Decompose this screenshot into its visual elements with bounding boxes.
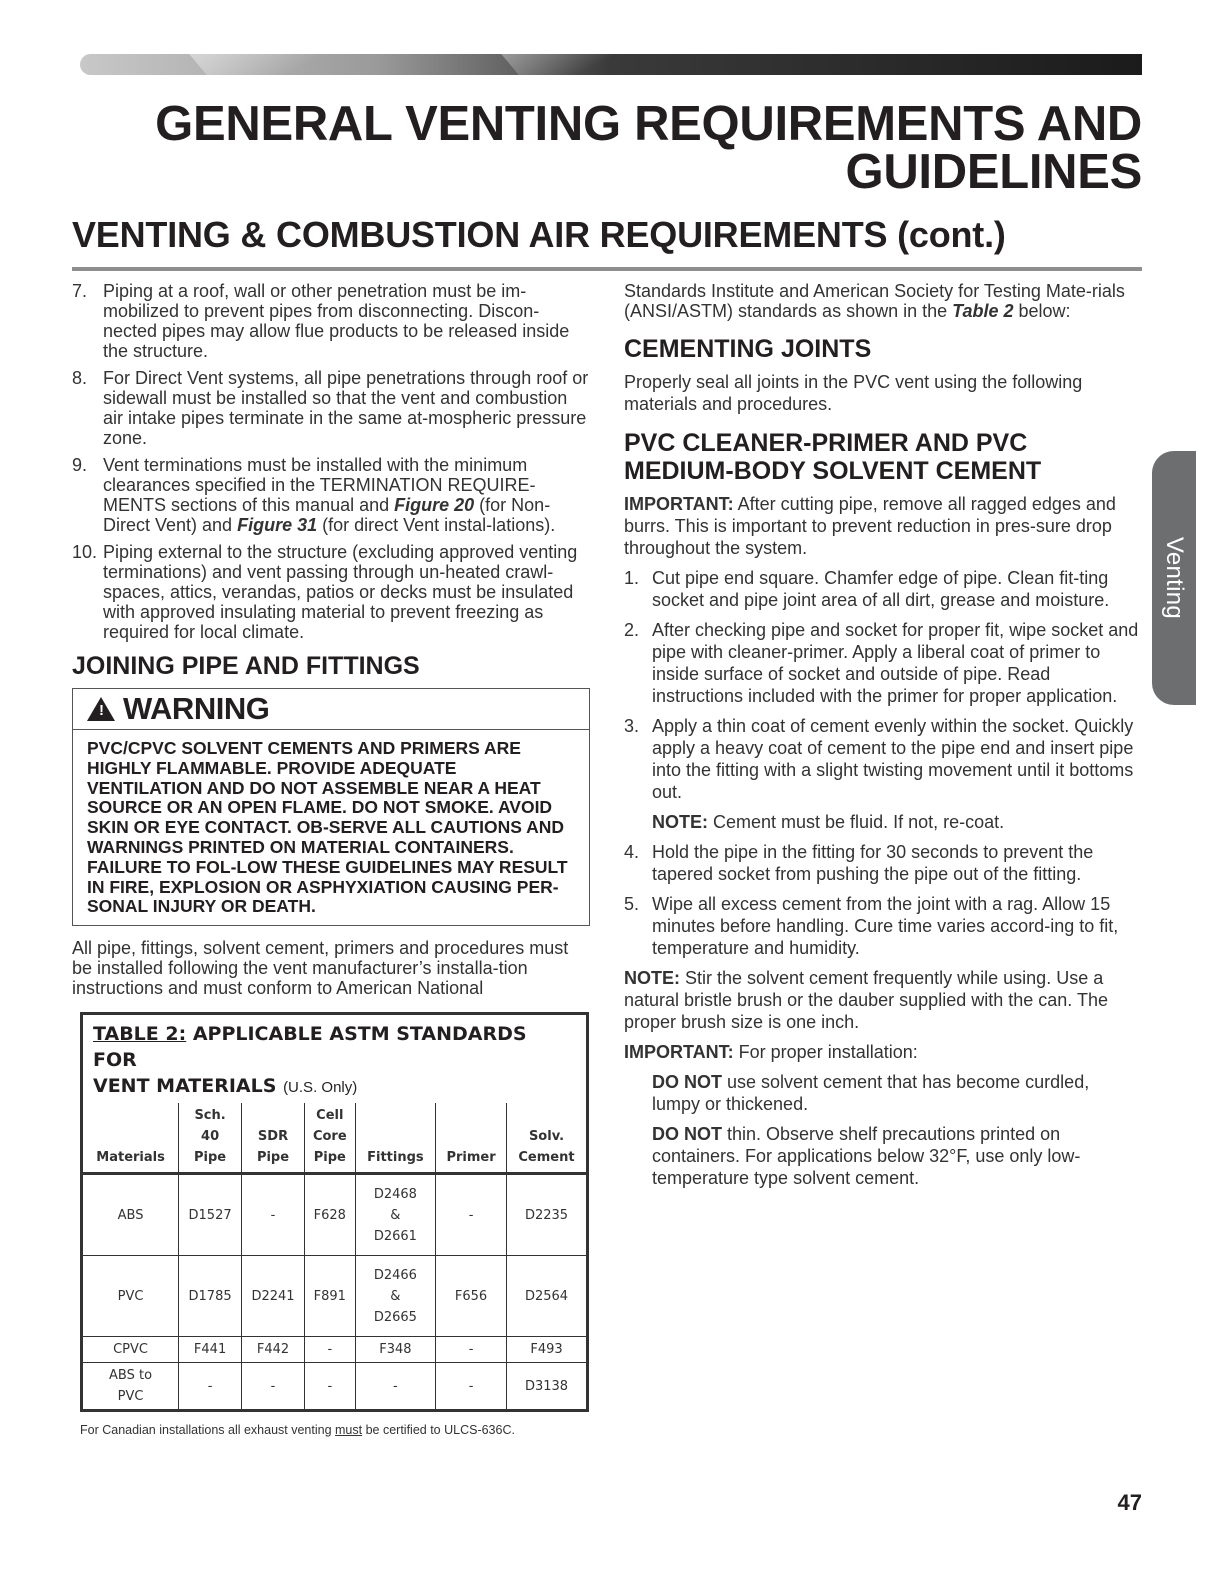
important-installation: IMPORTANT: For proper installation:: [624, 1042, 918, 1062]
requirements-list: [72, 281, 590, 642]
table-row: [83, 1174, 586, 1256]
table-cell: -: [355, 1363, 436, 1410]
cementing-text: Properly seal all joints in the PVC vent using the following materials and procedures.: [624, 372, 1083, 414]
figure-reference: Figure 20: [394, 495, 475, 515]
table-cell: F442: [242, 1337, 305, 1363]
cementing-steps-continued: [624, 841, 1140, 959]
table-cell: -: [436, 1363, 507, 1410]
section-subtitle: VENTING & COMBUSTION AIR REQUIREMENTS (cont.): [72, 214, 1006, 255]
table-cell: D2466 & D2665: [355, 1256, 436, 1337]
list-item: 9. Vent terminations must be installed with the minimum clearances specified in the TERMINATION REQUIRE-MENTS sections of this manual and Figure 20 (for Non-Direct Vent) and Figure 31 (for direct Vent instal-lations).: [72, 455, 556, 535]
table-footnote: For Canadian installations all exhaust venting must be certified to ULCS-636C.: [80, 1423, 515, 1438]
warning-header: ! WARNING: [73, 689, 589, 730]
do-not-note: DO NOT thin. Observe shelf precautions printed on containers. For applications below 32°F, use only low-temperature type solvent cement.: [652, 1124, 1081, 1188]
table-column-header: Sch. 40 Pipe: [179, 1103, 242, 1174]
list-item: 10. Piping external to the structure (excluding approved venting terminations) and vent passing through un-heated crawl-spaces, attics, verandas, patios or decks must be insulated with approved insulating material to prevent freezing as required for local climate.: [72, 542, 578, 642]
header-decorative-bar: [80, 54, 1142, 75]
table-cell: D3138: [507, 1363, 587, 1410]
warning-box: [72, 688, 590, 926]
table-column-header: Primer: [436, 1103, 507, 1174]
warning-triangle-icon: !: [87, 697, 115, 721]
table-row: [83, 1256, 586, 1337]
warning-text: PVC/CPVC SOLVENT CEMENTS AND PRIMERS ARE HIGHLY FLAMMABLE. PROVIDE ADEQUATE VENTILATION AND DO NOT ASSEMBLE NEAR A HEAT SOURCE OR AN OPEN FLAME. DO NOT SMOKE. AVOID SKIN OR EYE CONTACT. OB-SERVE ALL CAUTIONS AND WARNINGS PRINTED ON MATERIAL CONTAINERS. FAILURE TO FOL-LOW THESE GUIDELINES MAY RESULT IN FIRE, EXPLOSION OR ASPHYXIATION CAUSING PER-SONAL INJURY OR DEATH.: [87, 738, 568, 917]
page-number: 47: [1117, 1490, 1142, 1515]
list-item: 1. Cut pipe end square. Chamfer edge of pipe. Clean fit-ting socket and pipe joint area of all dirt, grease and moisture.: [624, 568, 1110, 610]
list-item: 3. Apply a thin coat of cement evenly within the socket. Quickly apply a heavy coat of cement to the pipe end and insert pipe into the fitting with a slight twisting movement until it bottoms out.: [624, 716, 1134, 802]
astm-standards-table: [80, 1012, 589, 1412]
table-cell: F891: [304, 1256, 355, 1337]
table-cell: -: [436, 1337, 507, 1363]
table-cell: -: [304, 1363, 355, 1410]
figure-reference: Figure 31: [237, 515, 318, 535]
list-item: 4. Hold the pipe in the fitting for 30 seconds to prevent the tapered socket from pushing the pipe out of the fitting.: [624, 842, 1094, 884]
table-cell: -: [436, 1174, 507, 1256]
table-cell: D2241: [242, 1256, 305, 1337]
table-column-header: Fittings: [355, 1103, 436, 1174]
table-cell: D2235: [507, 1174, 587, 1256]
table-cell: F656: [436, 1256, 507, 1337]
table-cell: F348: [355, 1337, 436, 1363]
step-note: NOTE: Cement must be fluid. If not, re-coat.: [652, 812, 1005, 832]
joining-heading: JOINING PIPE AND FITTINGS: [72, 652, 420, 680]
intro-continuation: Standards Institute and American Society for Testing Mate-rials (ANSI/ASTM) standards as shown in the Table 2 below:: [624, 281, 1125, 321]
table-cell: PVC: [83, 1256, 179, 1337]
table-cell: -: [304, 1337, 355, 1363]
cementing-heading: CEMENTING JOINTS: [624, 335, 872, 363]
pvc-heading: PVC CLEANER-PRIMER AND PVC MEDIUM-BODY SOLVENT CEMENT: [624, 429, 1042, 485]
standards-paragraph: All pipe, fittings, solvent cement, primers and procedures must be installed following the vent manufacturer’s installa-tion instructions and must conform to American National: [72, 938, 569, 999]
table-column-header: SDR Pipe: [242, 1103, 305, 1174]
table-column-header: Materials: [96, 1150, 165, 1166]
table-cell: -: [242, 1174, 305, 1256]
page-title: GENERAL VENTING REQUIREMENTS AND GUIDELINES: [155, 97, 1142, 199]
table-cell: D1527: [179, 1174, 242, 1256]
table-cell: F628: [304, 1174, 355, 1256]
table-row: [83, 1363, 586, 1410]
divider: [72, 267, 1142, 271]
list-item: 5. Wipe all excess cement from the joint with a rag. Allow 15 minutes before handling. Cure time varies accord-ing to fit, temperature and humidity.: [624, 894, 1119, 958]
cementing-steps: [624, 567, 1140, 803]
table-cell: D2468 & D2661: [355, 1174, 436, 1256]
list-item: 7. Piping at a roof, wall or other penetration must be im-mobilized to prevent pipes from disconnecting. Discon-nected pipes may allow flue products to be released inside the structure.: [72, 281, 570, 361]
table-cell: -: [179, 1363, 242, 1410]
left-column: [72, 281, 590, 1440]
list-item: 8. For Direct Vent systems, all pipe penetrations through roof or sidewall must be installed so that the vent and combustion air intake pipes terminate in the same at-mospheric pressure zone.: [72, 368, 589, 448]
table-header-row: [83, 1103, 586, 1174]
table-cell: ABS to PVC: [83, 1363, 179, 1410]
table-cell: CPVC: [83, 1337, 179, 1363]
important-note: IMPORTANT: After cutting pipe, remove all ragged edges and burrs. This is important to prevent reduction in pres-sure drop throughout the system.: [624, 494, 1116, 558]
section-side-tab[interactable]: Venting: [1152, 451, 1196, 705]
table-cell: -: [242, 1363, 305, 1410]
list-item: 2. After checking pipe and socket for proper fit, wipe socket and pipe with cleaner-primer. Apply a liberal coat of primer to inside surface of socket and outside of pipe. Read instructions included with the primer for proper application.: [624, 620, 1139, 706]
table-cell: D2564: [507, 1256, 587, 1337]
table-column-header: Cell Core Pipe: [304, 1103, 355, 1174]
table-title: TABLE 2: APPLICABLE ASTM STANDARDS FOR VENT MATERIALS (U.S. Only): [93, 1023, 527, 1098]
table-row: [83, 1337, 586, 1363]
table-cell: D1785: [179, 1256, 242, 1337]
stir-note: NOTE: Stir the solvent cement frequently while using. Use a natural bristle brush or the dauber supplied with the can. The proper brush size is one inch.: [624, 968, 1108, 1032]
table-column-header: Solv. Cement: [507, 1103, 587, 1174]
table-cell: F441: [179, 1337, 242, 1363]
right-column: [624, 281, 1140, 1197]
table-cell: F493: [507, 1337, 587, 1363]
do-not-note: DO NOT use solvent cement that has become curdled, lumpy or thickened.: [652, 1072, 1090, 1114]
table-cell: ABS: [117, 1207, 144, 1223]
